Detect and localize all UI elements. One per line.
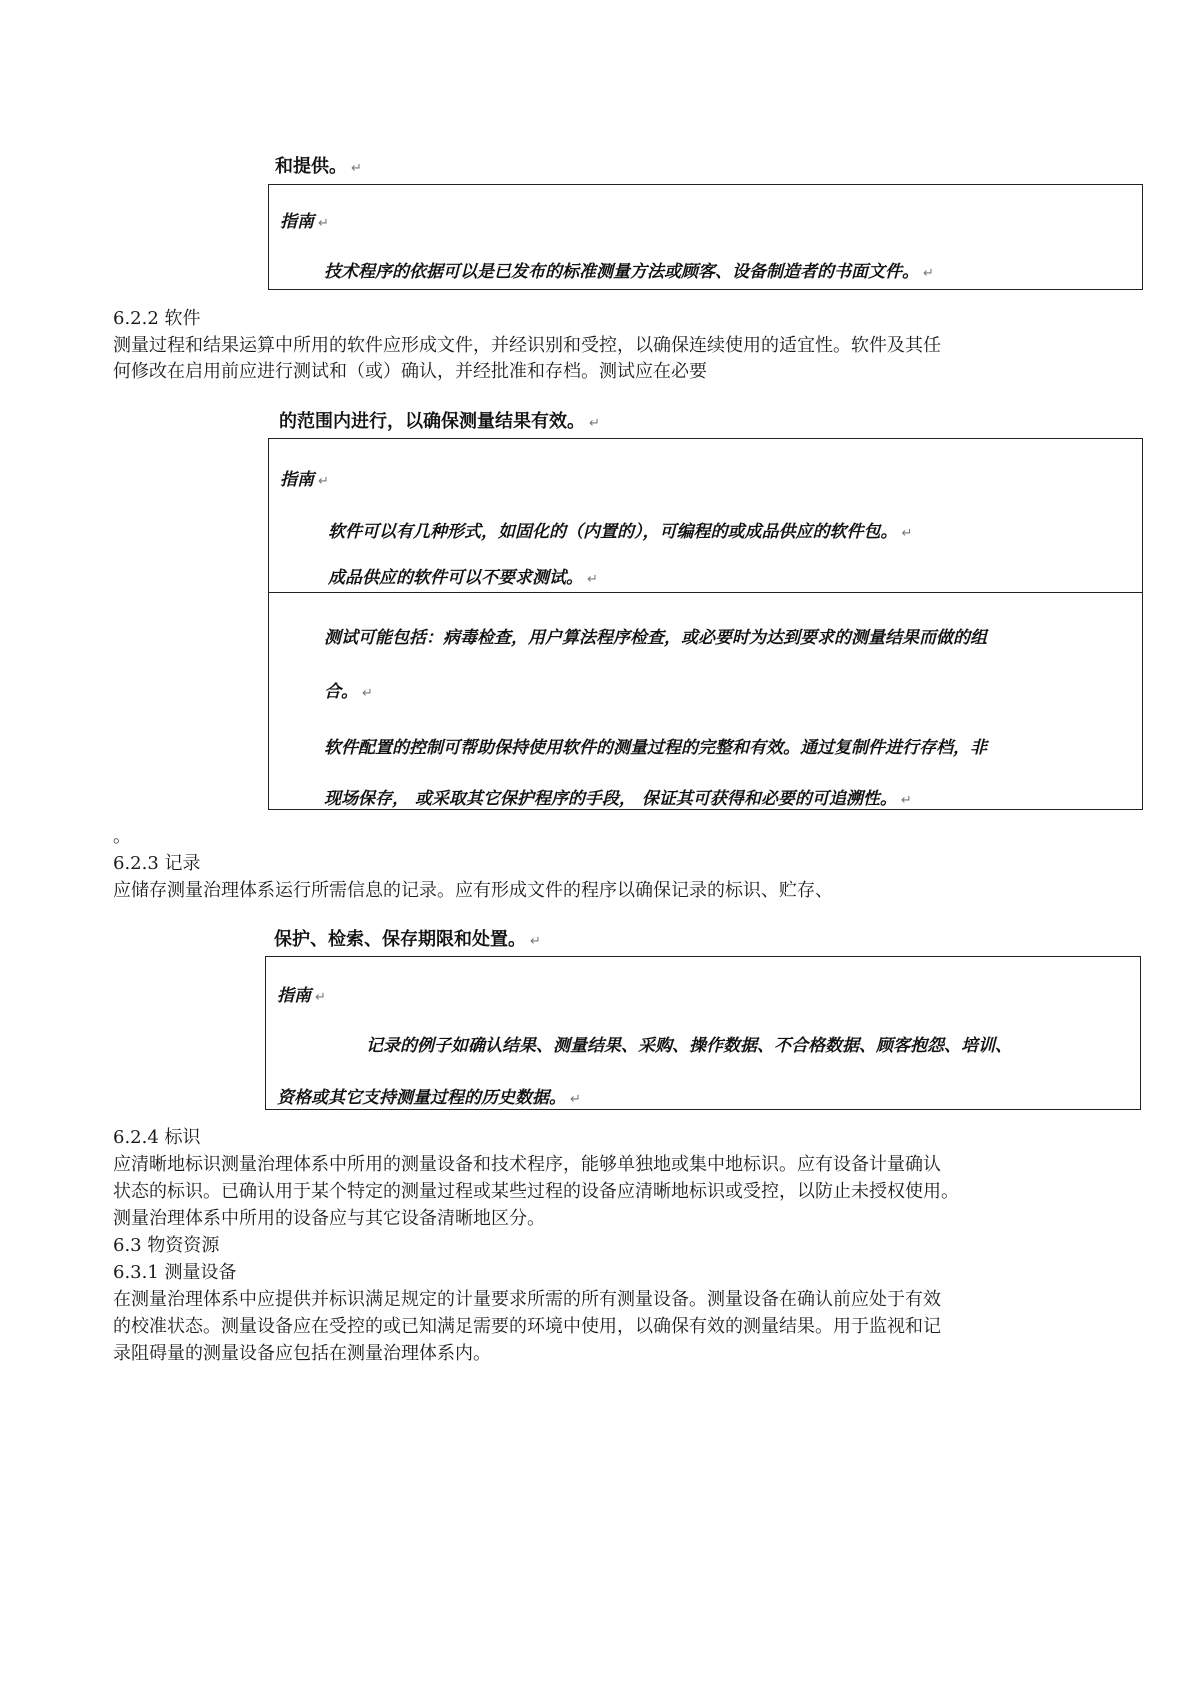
- section-heading: 6.3.1 测量设备: [113, 1262, 237, 1283]
- scan-lead-3: 保护、检索、保存期限和处置。 ↵: [274, 929, 541, 950]
- guide-line: 资格或其它支持测量过程的历史数据。 ↵: [277, 1088, 581, 1108]
- body-line: 应储存测量治理体系运行所需信息的记录。应有形成文件的程序以确保记录的标识、贮存、: [113, 880, 833, 901]
- body-line: 测量过程和结果运算中所用的软件应形成文件，并经识别和受控，以确保连续使用的适宜性。软件及其任: [113, 335, 941, 356]
- body-line: 何修改在启用前应进行测试和（或）确认，并经批准和存档。测试应在必要: [113, 361, 707, 382]
- guide-line: 技术程序的依据可以是已发布的标准测量方法或顾客、设备制造者的书面文件。 ↵: [324, 262, 934, 282]
- guide-box-2-top: [268, 438, 1143, 593]
- section-heading: 6.3 物资资源: [113, 1235, 220, 1256]
- body-line: 在测量治理体系中应提供并标识满足规定的计量要求所需的所有测量设备。测量设备在确认前应处于有效: [113, 1289, 941, 1310]
- body-line: 应清晰地标识测量治理体系中所用的测量设备和技术程序，能够单独地或集中地标识。应有设备计量确认: [113, 1154, 941, 1175]
- guide-line: 记录的例子如确认结果、测量结果、采购、操作数据、不合格数据、顾客抱怨、培训、: [366, 1036, 1012, 1056]
- body-line: 的校准状态。测量设备应在受控的或已知满足需要的环境中使用，以确保有效的测量结果。用于监视和记: [113, 1316, 941, 1337]
- guide-line: 软件配置的控制可帮助保持使用软件的测量过程的完整和有效。通过复制件进行存档，非: [324, 738, 987, 758]
- section-heading: 6.2.3 记录: [113, 853, 201, 874]
- guide-label: 指南 ↵: [280, 470, 329, 490]
- section-heading: 6.2.4 标识: [113, 1127, 201, 1148]
- guide-line: 成品供应的软件可以不要求测试。 ↵: [328, 568, 598, 588]
- stray-period: 。: [113, 826, 131, 847]
- body-line: 状态的标识。已确认用于某个特定的测量过程或某些过程的设备应清晰地标识或受控，以防止未授权使用。: [113, 1181, 959, 1202]
- guide-box-2-bottom: [268, 592, 1143, 810]
- body-line: 测量治理体系中所用的设备应与其它设备清晰地区分。: [113, 1208, 545, 1229]
- guide-box-3: [265, 956, 1141, 1110]
- scan-lead-1: 和提供。 ↵: [275, 156, 362, 177]
- guide-label: 指南 ↵: [280, 212, 329, 232]
- section-heading: 6.2.2 软件: [113, 308, 201, 329]
- guide-line: 软件可以有几种形式，如固化的（内置的），可编程的或成品供应的软件包。 ↵: [328, 522, 913, 542]
- guide-label: 指南 ↵: [277, 986, 326, 1006]
- guide-line: 测试可能包括：病毒检查，用户算法程序检查，或必要时为达到要求的测量结果而做的组: [324, 628, 987, 648]
- guide-line: 现场保存， 或采取其它保护程序的手段， 保证其可获得和必要的可追溯性。 ↵: [324, 789, 912, 809]
- guide-box-1: [268, 184, 1143, 290]
- guide-line: 合。 ↵: [324, 682, 373, 702]
- scan-lead-2: 的范围内进行，以确保测量结果有效。 ↵: [279, 411, 600, 432]
- body-line: 录阻碍量的测量设备应包括在测量治理体系内。: [113, 1343, 491, 1364]
